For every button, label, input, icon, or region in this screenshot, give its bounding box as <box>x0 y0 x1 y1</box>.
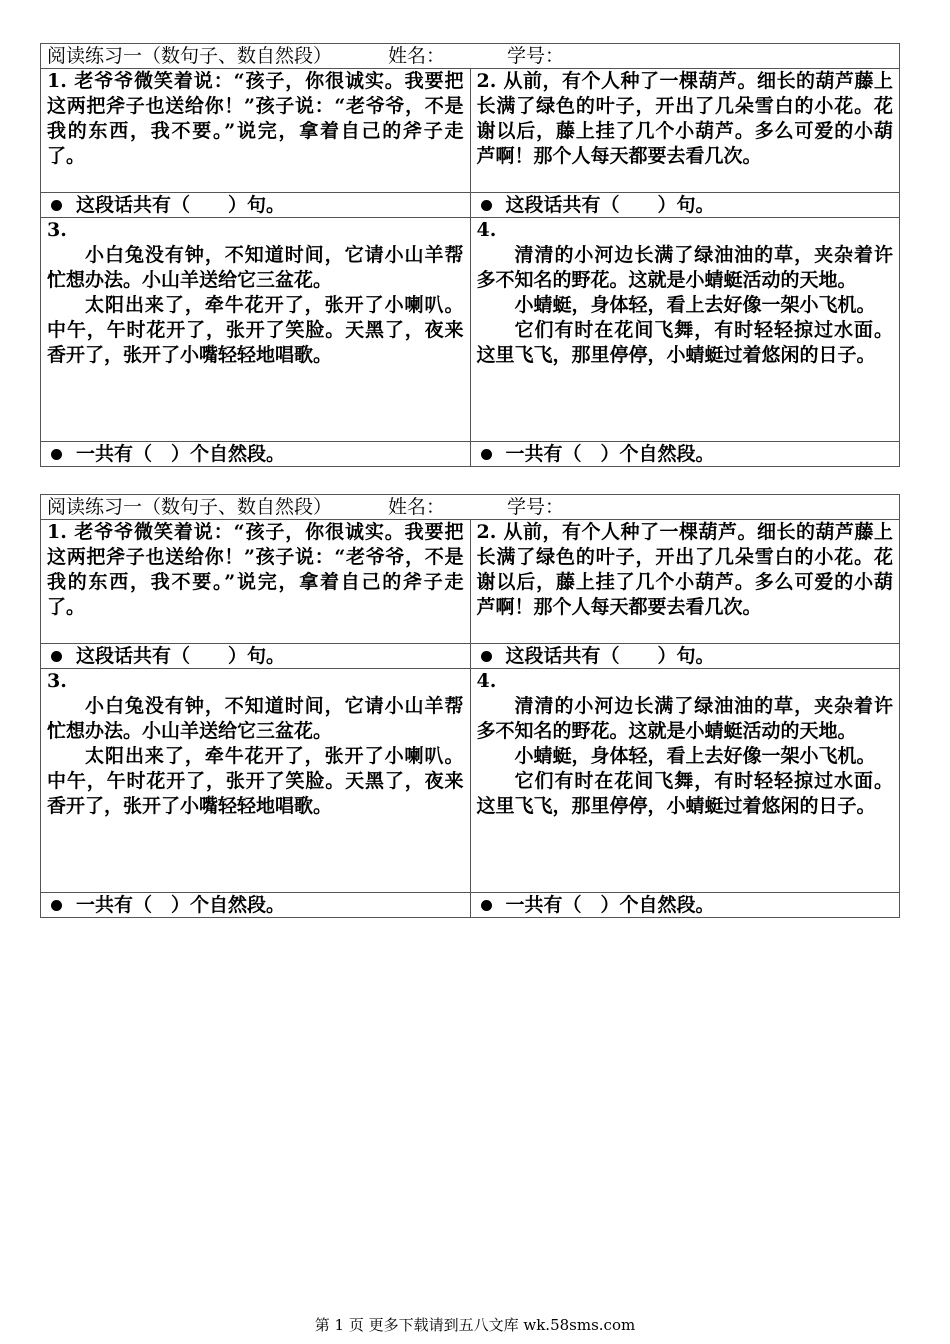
passage-number: 3. <box>47 219 67 241</box>
page-footer: 第 1 页 更多下载请到五八文库 wk.58sms.com <box>314 1316 636 1334</box>
passage-3 <box>41 218 471 442</box>
student-id-label: 学号： <box>507 45 565 67</box>
question-3: 一共有（ ）个自然段。 <box>41 893 471 918</box>
paragraph: 小白兔没有钟，不知道时间，它请小山羊帮忙想办法。小山羊送给它三盆花。 <box>47 695 464 742</box>
question-1: 这段话共有（ ）句。 <box>41 193 471 218</box>
passage-number: 2. <box>476 521 497 543</box>
paragraph: 小白兔没有钟，不知道时间，它请小山羊帮忙想办法。小山羊送给它三盆花。 <box>47 244 464 291</box>
bullet-icon <box>481 449 492 460</box>
worksheet-2 <box>40 494 900 918</box>
question-4: 一共有（ ）个自然段。 <box>470 442 900 467</box>
passage-text: 老爷爷微笑着说：“孩子，你很诚实。我要把这两把斧子也送给你！”孩子说：“老爷爷，不是我的东西，我不要。”说完，拿着自己的斧子走了。 <box>47 521 464 618</box>
bullet-icon <box>481 200 492 211</box>
bullet-icon <box>481 651 492 662</box>
passage-1 <box>41 520 471 644</box>
name-label: 姓名： <box>388 45 446 67</box>
passage-number: 2. <box>476 70 497 92</box>
passage-text: 从前，有个人种了一棵葫芦。细长的葫芦藤上长满了绿色的叶子，开出了几朵雪白的小花。花谢以后，藤上挂了几个小葫芦。多么可爱的小葫芦啊！那个人每天都要去看几次。 <box>476 521 893 618</box>
paragraph: 它们有时在花间飞舞，有时轻轻掠过水面。这里飞飞，那里停停，小蜻蜓过着悠闲的日子。 <box>476 319 893 366</box>
question-3: 一共有（ ）个自然段。 <box>41 442 471 467</box>
bullet-icon <box>51 900 62 911</box>
question-4: 一共有（ ）个自然段。 <box>470 893 900 918</box>
passage-text: 老爷爷微笑着说：“孩子，你很诚实。我要把这两把斧子也送给你！”孩子说：“老爷爷，不是我的东西，我不要。”说完，拿着自己的斧子走了。 <box>47 70 464 167</box>
question-2: 这段话共有（ ）句。 <box>470 644 900 669</box>
paragraph: 太阳出来了，牵牛花开了，张开了小喇叭。中午，午时花开了，张开了笑脸。天黑了，夜来香开了，张开了小嘴轻轻地唱歌。 <box>47 294 464 366</box>
worksheet-title: 阅读练习一（数句子、数自然段） <box>47 496 333 518</box>
passage-number: 4. <box>476 670 497 692</box>
passage-4 <box>470 669 900 893</box>
passage-number: 1. <box>47 70 67 92</box>
bullet-icon <box>51 651 62 662</box>
passage-number: 1. <box>47 521 67 543</box>
student-id-label: 学号： <box>507 496 565 518</box>
question-2: 这段话共有（ ）句。 <box>470 193 900 218</box>
paragraph: 清清的小河边长满了绿油油的草，夹杂着许多不知名的野花。这就是小蜻蜓活动的天地。 <box>476 244 893 291</box>
passage-2 <box>470 69 900 193</box>
passage-3 <box>41 669 471 893</box>
bullet-icon <box>481 900 492 911</box>
worksheet-title: 阅读练习一（数句子、数自然段） <box>47 45 333 67</box>
paragraph: 小蜻蜓，身体轻，看上去好像一架小飞机。 <box>514 294 876 316</box>
bullet-icon <box>51 449 62 460</box>
worksheet-title-row <box>41 495 900 520</box>
passage-text: 从前，有个人种了一棵葫芦。细长的葫芦藤上长满了绿色的叶子，开出了几朵雪白的小花。花谢以后，藤上挂了几个小葫芦。多么可爱的小葫芦啊！那个人每天都要去看几次。 <box>476 70 893 167</box>
paragraph: 小蜻蜓，身体轻，看上去好像一架小飞机。 <box>514 745 876 767</box>
passage-number: 4. <box>476 219 497 241</box>
worksheet-title-row <box>41 44 900 69</box>
paragraph: 太阳出来了，牵牛花开了，张开了小喇叭。中午，午时花开了，张开了笑脸。天黑了，夜来香开了，张开了小嘴轻轻地唱歌。 <box>47 745 464 817</box>
passage-2 <box>470 520 900 644</box>
worksheet-1 <box>40 43 900 467</box>
passage-4 <box>470 218 900 442</box>
passage-1 <box>41 69 471 193</box>
paragraph: 清清的小河边长满了绿油油的草，夹杂着许多不知名的野花。这就是小蜻蜓活动的天地。 <box>476 695 893 742</box>
bullet-icon <box>51 200 62 211</box>
paragraph: 它们有时在花间飞舞，有时轻轻掠过水面。这里飞飞，那里停停，小蜻蜓过着悠闲的日子。 <box>476 770 893 817</box>
passage-number: 3. <box>47 670 67 692</box>
name-label: 姓名： <box>388 496 446 518</box>
question-1: 这段话共有（ ）句。 <box>41 644 471 669</box>
